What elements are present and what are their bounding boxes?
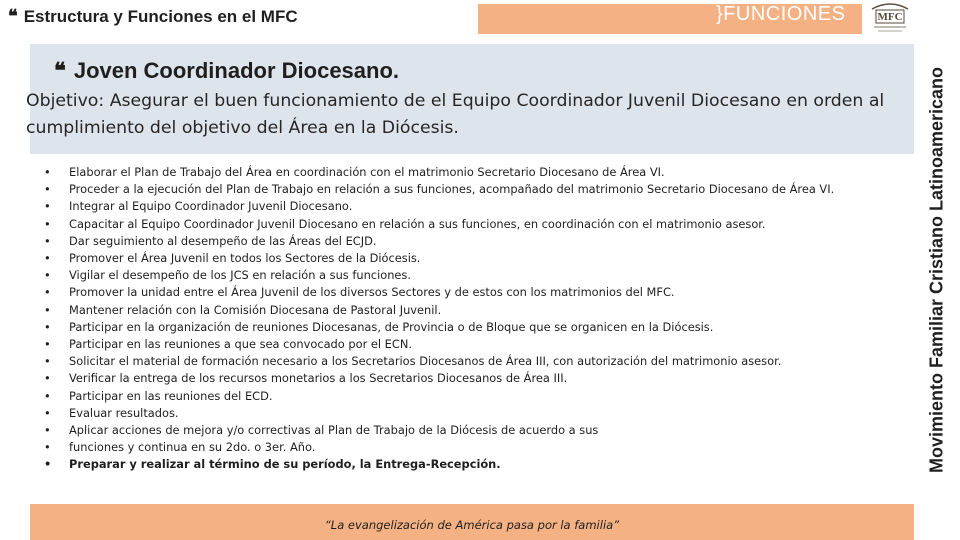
list-item: • Participar en las reuniones a que sea convocado por el ECN. xyxy=(44,336,904,353)
role-heading xyxy=(54,58,399,84)
list-item: • Capacitar al Equipo Coordinador Juvenil Diocesano en relación a sus funciones, en coordinación con el matrimonio asesor. xyxy=(44,216,904,233)
functions-list xyxy=(44,164,904,474)
footer-bar xyxy=(30,504,914,540)
list-item: • Mantener relación con la Comisión Diocesana de Pastoral Juvenil. xyxy=(44,302,904,319)
bullet-icon: • xyxy=(44,371,51,386)
section-label: }FUNCIONES xyxy=(716,3,846,25)
bullet-icon: • xyxy=(44,354,51,369)
list-item: • Integrar al Equipo Coordinador Juvenil Diocesano. xyxy=(44,198,904,215)
bullet-icon: • xyxy=(44,405,51,420)
list-item: • Aplicar acciones de mejora y/o correctivas al Plan de Trabajo de la Diócesis de acuerdo a sus xyxy=(44,422,904,439)
bullet-icon: • xyxy=(44,457,52,472)
list-item: • Dar seguimiento al desempeño de las Áreas del ECJD. xyxy=(44,233,904,250)
bullet-icon: • xyxy=(44,302,51,317)
list-item: • Evaluar resultados. xyxy=(44,405,904,422)
bullet-icon: • xyxy=(44,199,51,214)
bullet-icon: • xyxy=(44,268,51,283)
list-item: • Participar en la organización de reuniones Diocesanas, de Provincia o de Bloque que se organicen en la Diócesis. xyxy=(44,319,904,336)
list-item: • Elaborar el Plan de Trabajo del Área en coordinación con el matrimonio Secretario Diocesano de Área VI. xyxy=(44,164,904,181)
list-item: • funciones y continua en su 2do. o 3er. Año. xyxy=(44,439,904,456)
list-item: • Verificar la entrega de los recursos monetarios a los Secretarios Diocesanos de Área III. xyxy=(44,370,904,387)
list-item: • Preparar y realizar al término de su período, la Entrega-Recepción. xyxy=(44,456,904,473)
bullet-icon: • xyxy=(44,251,51,266)
objective-text: Objetivo: Asegurar el buen funcionamiento de el Equipo Coordinador Juvenil Diocesano en orden al cumplimiento del objetivo del Área en la Diócesis. xyxy=(26,91,885,138)
bullet-icon: • xyxy=(44,165,51,179)
bullet-icon: • xyxy=(44,182,51,197)
bullet-icon: • xyxy=(44,216,51,231)
page-title-text: Estructura y Funciones en el MFC xyxy=(23,6,298,26)
list-item: • Promover la unidad entre el Área Juvenil de los diversos Sectores y de estos con los matrimonios del MFC. xyxy=(44,284,904,301)
organization-name: Movimiento Familiar Cristiano Latinoamericano xyxy=(926,66,947,474)
role-heading-text: Joven Coordinador Diocesano. xyxy=(73,58,400,83)
list-item: • Vigilar el desempeño de los JCS en relación a sus funciones. xyxy=(44,267,904,284)
objective-box xyxy=(26,44,914,154)
bullet-icon: • xyxy=(44,319,51,334)
quote-bullet-icon: ❝ xyxy=(54,58,66,84)
list-item: • Promover el Área Juvenil en todos los Sectores de la Diócesis. xyxy=(44,250,904,267)
footer-quote: “La evangelización de América pasa por la familia” xyxy=(324,518,620,532)
list-item: • Solicitar el material de formación necesario a los Secretarios Diocesanos de Área III, con autorización del matrimonio asesor. xyxy=(44,353,904,370)
mfc-logo-icon xyxy=(866,1,914,37)
bullet-icon: • xyxy=(44,285,51,300)
bullet-icon: • xyxy=(44,440,51,455)
list-item: • Proceder a la ejecución del Plan de Trabajo en relación a sus funciones, acompañado del matrimonio Secretario Diocesano de Área VI. xyxy=(44,181,904,198)
quote-bullet-icon: ❝ xyxy=(8,6,18,27)
bullet-icon: • xyxy=(44,233,51,248)
page-title xyxy=(8,6,298,27)
bullet-icon: • xyxy=(44,388,51,403)
bullet-icon: • xyxy=(44,337,51,352)
bullet-icon: • xyxy=(44,423,51,438)
logo-text: MFC xyxy=(877,11,903,23)
list-item: • Participar en las reuniones del ECD. xyxy=(44,388,904,405)
